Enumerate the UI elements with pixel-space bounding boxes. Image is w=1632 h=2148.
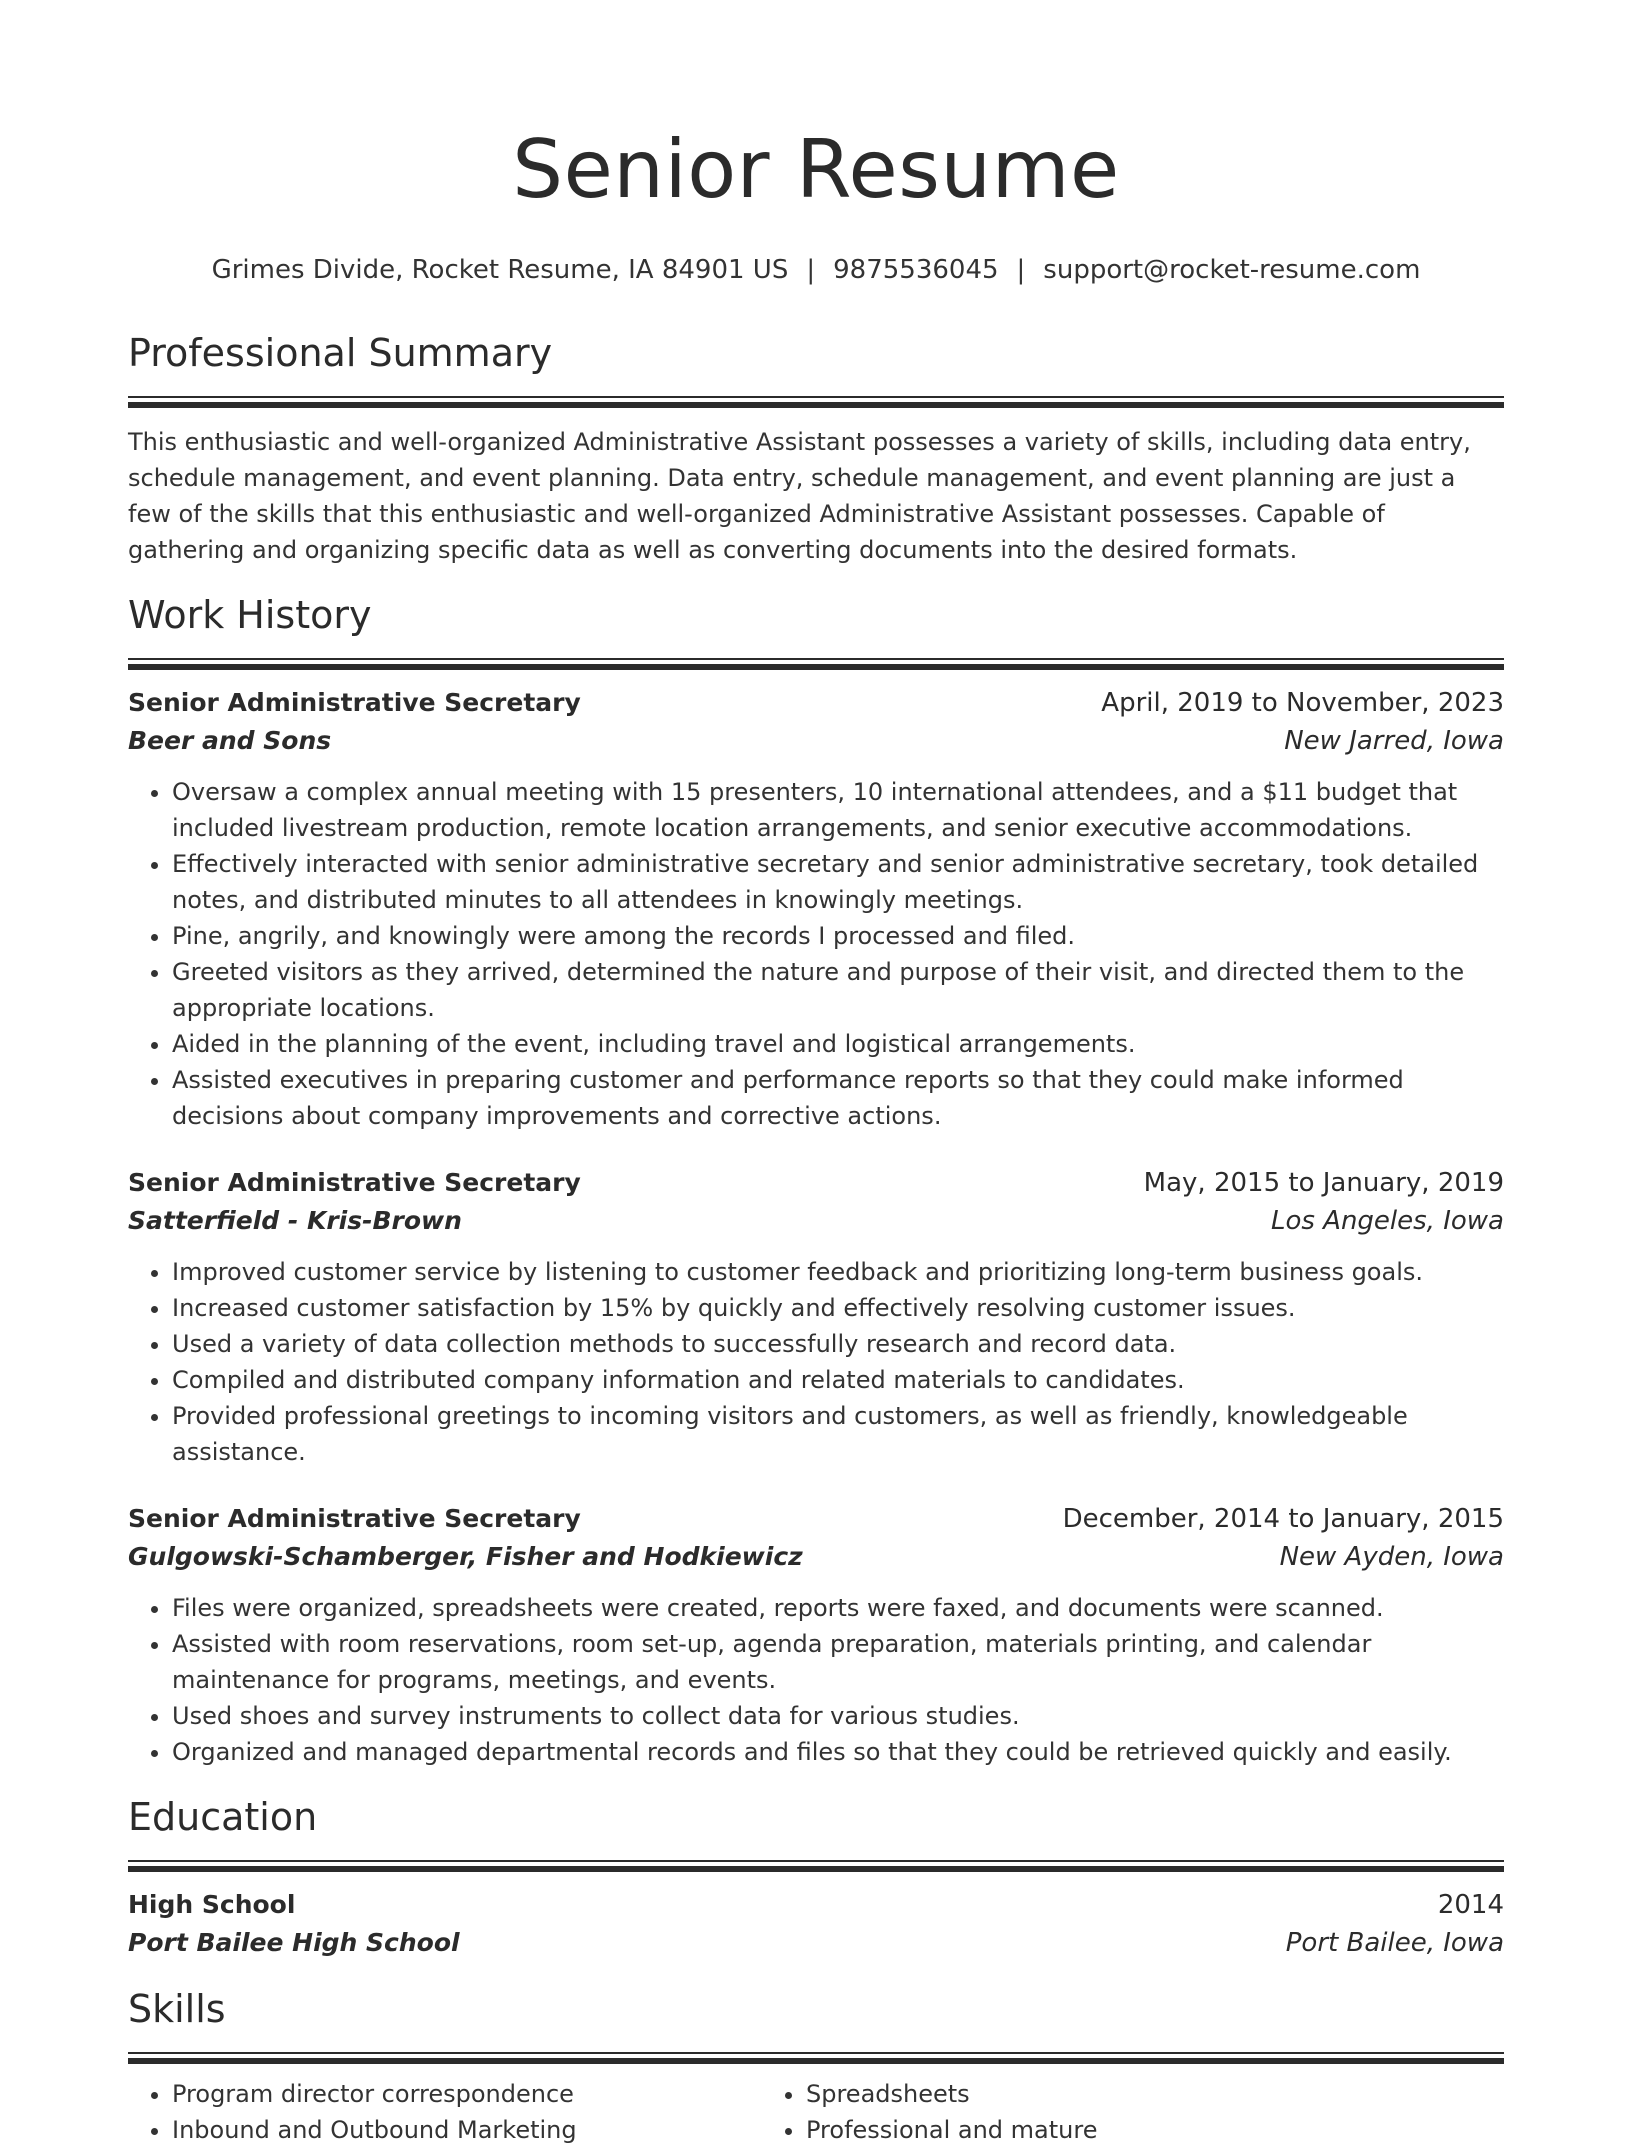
contact-phone: 9875536045 [833,255,999,285]
section-divider [128,2052,1504,2064]
education-heading: Education [128,1795,318,1839]
job-bullet: • Increased customer satisfaction by 15% by quickly and effectively resolving customer issues. [172,1290,1504,1326]
job-bullet: • Greeted visitors as they arrived, determined the nature and purpose of their visit, and directed them to the appropriate locations. [172,954,1504,1026]
job-bullet: • Effectively interacted with senior administrative secretary and senior administrative secretary, took detailed notes, and distributed minutes to all attendees in knowingly meetings. [172,846,1504,918]
job-position: Senior Administrative Secretary [128,1504,581,1533]
job-entry [128,1500,1504,1770]
education-degree: High School [128,1890,296,1919]
section-divider [128,396,1504,408]
skills-section [128,1984,1504,2148]
skill-item: • Professional and mature [806,2112,1396,2148]
job-bullets [128,1590,1504,1770]
contact-address: Grimes Divide, Rocket Resume, IA 84901 US [211,255,789,285]
job-title-row [128,1164,1504,1202]
skill-item: • Program director correspondence [172,2076,762,2112]
job-bullet: • Organized and managed departmental records and files so that they could be retrieved quickly and easily. [172,1734,1504,1770]
job-location: Los Angeles, Iowa [1270,1206,1504,1236]
job-dates: May, 2015 to January, 2019 [1143,1168,1504,1198]
job-entry [128,684,1504,1134]
job-company-row [128,722,1504,760]
job-bullet: • Assisted with room reservations, room set-up, agenda preparation, materials printing, and calendar maintenance for programs, meetings, and events. [172,1626,1504,1698]
job-company: Gulgowski-Schamberger, Fisher and Hodkiewicz [128,1542,803,1571]
job-bullets [128,774,1504,1134]
job-company-row [128,1202,1504,1240]
work-heading: Work History [128,593,372,637]
job-bullets [128,1254,1504,1470]
job-position: Senior Administrative Secretary [128,688,581,717]
education-section [128,1792,1504,1962]
summary-heading: Professional Summary [128,331,553,375]
resume-page [128,0,1504,2148]
job-bullet: • Files were organized, spreadsheets were created, reports were faxed, and documents were scanned. [172,1590,1504,1626]
summary-section [128,328,1504,568]
job-bullet: • Improved customer service by listening to customer feedback and prioritizing long-term business goals. [172,1254,1504,1290]
education-year: 2014 [1437,1890,1504,1920]
job-bullet: • Provided professional greetings to incoming visitors and customers, as well as friendly, knowledgeable assistance. [172,1398,1504,1470]
skill-item: • Spreadsheets [806,2076,1396,2112]
work-section [128,590,1504,1770]
job-company: Satterfield - Kris-Brown [128,1206,462,1235]
education-location: Port Bailee, Iowa [1285,1928,1504,1958]
job-dates: April, 2019 to November, 2023 [1101,688,1504,718]
skills-heading: Skills [128,1987,226,2031]
education-school-row [128,1924,1504,1962]
job-location: New Jarred, Iowa [1284,726,1504,756]
job-position: Senior Administrative Secretary [128,1168,581,1197]
job-dates: December, 2014 to January, 2015 [1062,1504,1504,1534]
job-company-row [128,1538,1504,1576]
section-divider [128,1860,1504,1872]
job-bullet: • Used shoes and survey instruments to collect data for various studies. [172,1698,1504,1734]
skills-left-column [128,2076,762,2148]
contact-email[interactable]: support@rocket-resume.com [1043,255,1421,285]
job-bullet: • Aided in the planning of the event, including travel and logistical arrangements. [172,1026,1504,1062]
contact-line [128,252,1504,288]
job-bullet: • Pine, angrily, and knowingly were among the records I processed and filed. [172,918,1504,954]
skills-right-column [762,2076,1396,2148]
job-company: Beer and Sons [128,726,332,755]
job-title-row [128,684,1504,722]
contact-separator: | [1016,255,1026,285]
contact-separator: | [806,255,816,285]
job-title-row [128,1500,1504,1538]
education-school: Port Bailee High School [128,1928,460,1957]
resume-name: Senior Resume [512,123,1120,216]
summary-text: This enthusiastic and well-organized Administrative Assistant possesses a variety of skills, including data entry, schedule management, and event planning. Data entry, schedule management, and event planning are just a few of the skills that this enthusiastic and well-organized Administrative Assistant possesses. Capable of gathering and organizing specific data as well as converting documents into the desired formats. [128,428,1471,564]
section-divider [128,658,1504,670]
job-location: New Ayden, Iowa [1279,1542,1504,1572]
job-bullet: • Oversaw a complex annual meeting with 15 presenters, 10 international attendees, and a $11 budget that included livestream production, remote location arrangements, and senior executive accommodations. [172,774,1504,846]
job-entry [128,1164,1504,1470]
job-bullet: • Compiled and distributed company information and related materials to candidates. [172,1362,1504,1398]
job-bullet: • Assisted executives in preparing customer and performance reports so that they could make informed decisions about company improvements and corrective actions. [172,1062,1504,1134]
education-degree-row [128,1886,1504,1924]
job-bullet: • Used a variety of data collection methods to successfully research and record data. [172,1326,1504,1362]
skills-grid [128,2076,1504,2148]
skill-item: • Inbound and Outbound Marketing [172,2112,762,2148]
